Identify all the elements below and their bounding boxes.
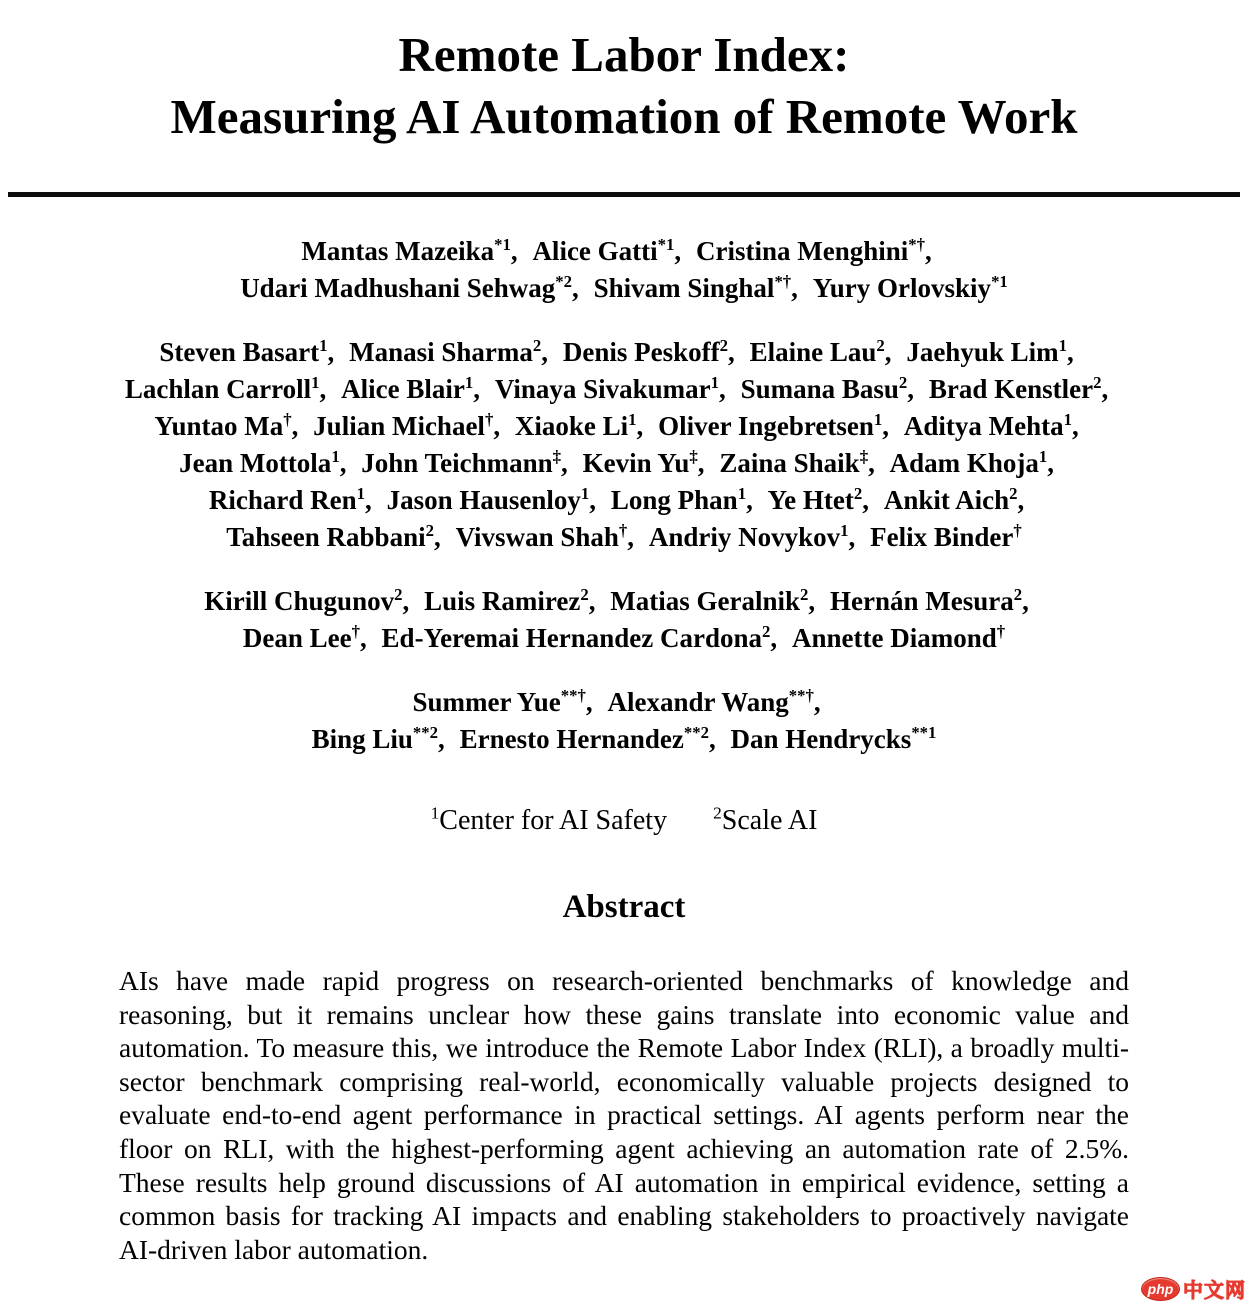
author-name: Ye Htet$^2$	[767, 484, 863, 515]
author-name: Dan Hendrycks$^{**1}$	[730, 723, 937, 754]
author-name: Steven Basart$^1$	[159, 336, 328, 367]
author-separator: ,	[585, 687, 593, 717]
author-name: Oliver Ingebretsen$^1$	[658, 410, 883, 441]
author-affiliation-marker: *1	[991, 272, 1008, 291]
author-affiliation-marker: 2	[532, 336, 542, 355]
author-name: Ankit Aich$^2$	[883, 484, 1018, 515]
author-name: Shivam Singhal*†	[593, 272, 792, 303]
author-line	[0, 334, 1248, 371]
author-separator: ,	[402, 586, 410, 616]
author-affiliation-marker: *1	[494, 235, 511, 254]
author-line	[0, 519, 1248, 556]
author-line	[0, 482, 1248, 519]
author-separator: ,	[1047, 448, 1055, 478]
author-affiliation-marker: 2	[898, 373, 908, 392]
author-name: Hernán Mesura$^2$	[830, 585, 1023, 616]
author-affiliation-marker: 1	[1038, 447, 1048, 466]
author-name: Luis Ramirez$^2$	[424, 585, 589, 616]
author-affiliation-marker: 1	[873, 410, 883, 429]
author-line	[0, 445, 1248, 482]
author-name: Yury Orlovskiy$^{*1}$	[812, 272, 1008, 303]
author-name: Kirill Chugunov$^2$	[204, 585, 403, 616]
author-separator: ,	[882, 411, 890, 441]
paper-title	[0, 0, 1248, 148]
author-name: Ernesto Hernandez$^{**2}$	[459, 723, 709, 754]
author-separator: ,	[510, 236, 518, 266]
author-line	[0, 371, 1248, 408]
abstract-heading: Abstract	[562, 889, 686, 925]
author-separator: ,	[1101, 374, 1109, 404]
author-name: Brad Kenstler$^2$	[928, 373, 1102, 404]
author-name: Cristina Menghini*†	[695, 235, 925, 266]
author-separator: ,	[572, 273, 579, 303]
author-separator: ,	[473, 374, 480, 404]
author-separator: ,	[1022, 586, 1029, 616]
author-name: Xiaoke Li$^1$	[514, 410, 637, 441]
author-separator: ,	[848, 522, 856, 552]
author-separator: ,	[746, 485, 753, 515]
affiliation-marker: 1	[430, 803, 440, 823]
author-name: Lachlan Carroll$^1$	[124, 373, 320, 404]
author-separator: ,	[589, 485, 597, 515]
author-name: Richard Ren$^1$	[208, 484, 365, 515]
author-name: Tahseen Rabbani$^2$	[226, 521, 434, 552]
author-name: Alexandr Wang**†	[607, 686, 814, 717]
php-logo-badge-icon: php	[1141, 1277, 1180, 1301]
author-name: Bing Liu$^{**2}$	[311, 723, 438, 754]
author-separator: ,	[438, 724, 445, 754]
author-affiliation-marker: 1	[311, 373, 320, 392]
author-separator: ,	[808, 586, 816, 616]
author-affiliation-marker: 1	[1063, 410, 1072, 429]
author-affiliation-marker: 1	[356, 484, 365, 503]
affiliation-marker: 2	[713, 803, 722, 823]
author-separator: ,	[1017, 485, 1025, 515]
author-affiliation-marker: *†	[908, 235, 925, 254]
author-affiliation-marker: †	[484, 410, 494, 429]
author-affiliation-marker: *1	[657, 235, 675, 254]
author-line	[0, 270, 1248, 307]
author-affiliation-marker: *2	[555, 272, 573, 291]
author-name: Denis Peskoff$^2$	[562, 336, 728, 367]
author-separator: ,	[813, 687, 821, 717]
author-affiliation-marker: *†	[774, 272, 792, 291]
author-affiliation-marker: 2	[853, 484, 863, 503]
author-separator: ,	[1071, 411, 1079, 441]
affiliation-scale-ai	[713, 805, 817, 836]
author-separator: ,	[708, 724, 716, 754]
author-name: Andriy Novykov$^1$	[648, 521, 849, 552]
author-separator: ,	[493, 411, 501, 441]
author-name: John Teichmann‡	[361, 447, 561, 478]
author-separator: ,	[588, 586, 596, 616]
affiliations	[0, 805, 1248, 837]
author-affiliation-marker: 2	[800, 585, 809, 604]
author-affiliation-marker: **2	[683, 723, 709, 742]
author-line	[0, 233, 1248, 270]
author-group	[0, 684, 1248, 758]
author-separator: ,	[636, 411, 644, 441]
author-affiliation-marker: ‡	[689, 447, 698, 466]
author-name: Vinaya Sivakumar$^1$	[494, 373, 719, 404]
author-separator: ,	[868, 448, 875, 478]
author-name: Alice Blair$^1$	[341, 373, 474, 404]
author-affiliation-marker: 2	[1009, 484, 1018, 503]
author-affiliation-marker: 2	[580, 585, 589, 604]
author-affiliation-marker: 1	[840, 521, 849, 540]
author-line	[0, 583, 1248, 620]
author-line	[0, 408, 1248, 445]
author-separator: ,	[719, 374, 726, 404]
author-separator: ,	[925, 236, 932, 266]
author-name: Sumana Basu$^2$	[740, 373, 908, 404]
affiliation-label: Scale AI	[721, 805, 818, 836]
abstract-text: AIs have made rapid progress on research-oriented benchmarks of knowledge and reasoning, but it remains unclear how these gains translate into economic value and automation. To measure this, we introduce the Remote Labor Index (RLI), a broadly multi-sector benchmark comprising real-world, economically valuable projects designed to evaluate end-to-end agent performance in practical settings. AI agents perform near the floor on RLI, with the highest-performing agent achieving an automation rate of 2.5%. These results help ground discussions of AI automation in empirical evidence, setting a common basis for tracking AI impacts and enabling stakeholders to proactively navigate AI-driven labor automation.	[119, 965, 1129, 1265]
author-separator: ,	[541, 337, 548, 367]
author-name: Elaine Lau$^2$	[749, 336, 885, 367]
author-separator: ,	[433, 522, 441, 552]
author-separator: ,	[359, 623, 367, 653]
author-affiliation-marker: †	[351, 622, 360, 641]
author-affiliation-marker: ‡	[859, 447, 869, 466]
author-line	[0, 684, 1248, 721]
author-separator: ,	[365, 485, 372, 515]
author-affiliation-marker: ‡	[552, 447, 561, 466]
author-affiliation-marker: 2	[1013, 585, 1023, 604]
author-separator: ,	[339, 448, 347, 478]
affiliation-center-for-ai-safety	[431, 805, 668, 836]
author-affiliation-marker: †	[996, 622, 1006, 641]
author-affiliation-marker: **2	[412, 723, 438, 742]
author-separator: ,	[770, 623, 778, 653]
author-group	[0, 583, 1248, 657]
title-divider-rule	[8, 192, 1240, 197]
author-affiliation-marker: **†	[788, 686, 814, 705]
author-affiliation-marker: 2	[394, 585, 403, 604]
author-affiliation-marker: 1	[1058, 336, 1067, 355]
author-line	[0, 721, 1248, 758]
author-separator: ,	[674, 236, 682, 266]
author-name: Aditya Mehta$^1$	[903, 410, 1072, 441]
author-name: Julian Michael†	[313, 410, 494, 441]
author-affiliation-marker: **1	[911, 723, 937, 742]
author-separator: ,	[319, 374, 327, 404]
author-separator: ,	[1067, 337, 1074, 367]
author-affiliation-marker: 1	[628, 410, 637, 429]
author-line	[0, 620, 1248, 657]
author-separator: ,	[327, 337, 335, 367]
author-separator: ,	[884, 337, 892, 367]
author-affiliation-marker: 2	[1093, 373, 1102, 392]
author-name: Jason Hausenloy$^1$	[386, 484, 590, 515]
author-name: Ed-Yeremai Hernandez Cardona$^2$	[381, 622, 771, 653]
author-affiliation-marker: **†	[560, 686, 586, 705]
author-name: Dean Lee†	[242, 622, 360, 653]
author-affiliation-marker: 1	[710, 373, 719, 392]
paper-title-line-1: Remote Labor Index:	[398, 27, 850, 82]
paper-title-line-2: Measuring AI Automation of Remote Work	[170, 89, 1078, 144]
author-name: Adam Khoja$^1$	[889, 447, 1048, 478]
author-groups	[0, 233, 1248, 758]
author-group	[0, 334, 1248, 556]
author-separator: ,	[561, 448, 568, 478]
author-name: Long Phan$^1$	[610, 484, 747, 515]
author-group	[0, 233, 1248, 307]
author-name: Kevin Yu‡	[582, 447, 698, 478]
author-name: Annette Diamond†	[792, 622, 1006, 653]
author-name: Jean Mottola$^1$	[179, 447, 340, 478]
author-affiliation-marker: 2	[762, 622, 771, 641]
php-cn-watermark-logo	[1141, 1274, 1246, 1303]
author-affiliation-marker: †	[618, 521, 628, 540]
author-affiliation-marker: †	[1013, 521, 1022, 540]
author-name: Yuntao Ma†	[154, 410, 292, 441]
author-name: Udari Madhushani Sehwag$^{*2}$	[240, 272, 573, 303]
php-cn-site-text: 中文网	[1183, 1280, 1246, 1302]
author-separator: ,	[791, 273, 798, 303]
author-name: Zaina Shaik‡	[719, 447, 869, 478]
author-name: Felix Binder†	[870, 521, 1022, 552]
author-name: Manasi Sharma$^2$	[349, 336, 542, 367]
author-affiliation-marker: 2	[425, 521, 434, 540]
author-name: Summer Yue**†	[412, 686, 586, 717]
author-separator: ,	[291, 411, 299, 441]
author-affiliation-marker: 1	[737, 484, 747, 503]
author-separator: ,	[727, 337, 735, 367]
author-affiliation-marker: 1	[580, 484, 590, 503]
author-affiliation-marker: 1	[319, 336, 328, 355]
author-affiliation-marker: 1	[464, 373, 474, 392]
affiliation-label: Center for AI Safety	[439, 805, 668, 836]
author-separator: ,	[627, 522, 635, 552]
author-name: Matias Geralnik$^2$	[610, 585, 809, 616]
author-affiliation-marker: 2	[876, 336, 885, 355]
author-separator: ,	[862, 485, 869, 515]
author-name: Vivswan Shah†	[455, 521, 628, 552]
author-name: Jaehyuk Lim$^1$	[906, 336, 1067, 367]
author-affiliation-marker: 2	[719, 336, 728, 355]
author-affiliation-marker: †	[283, 410, 292, 429]
author-affiliation-marker: 1	[331, 447, 340, 466]
author-name: Alice Gatti$^{*1}$	[532, 235, 675, 266]
author-separator: ,	[907, 374, 915, 404]
author-name: Mantas Mazeika$^{*1}$	[301, 235, 511, 266]
author-separator: ,	[697, 448, 705, 478]
